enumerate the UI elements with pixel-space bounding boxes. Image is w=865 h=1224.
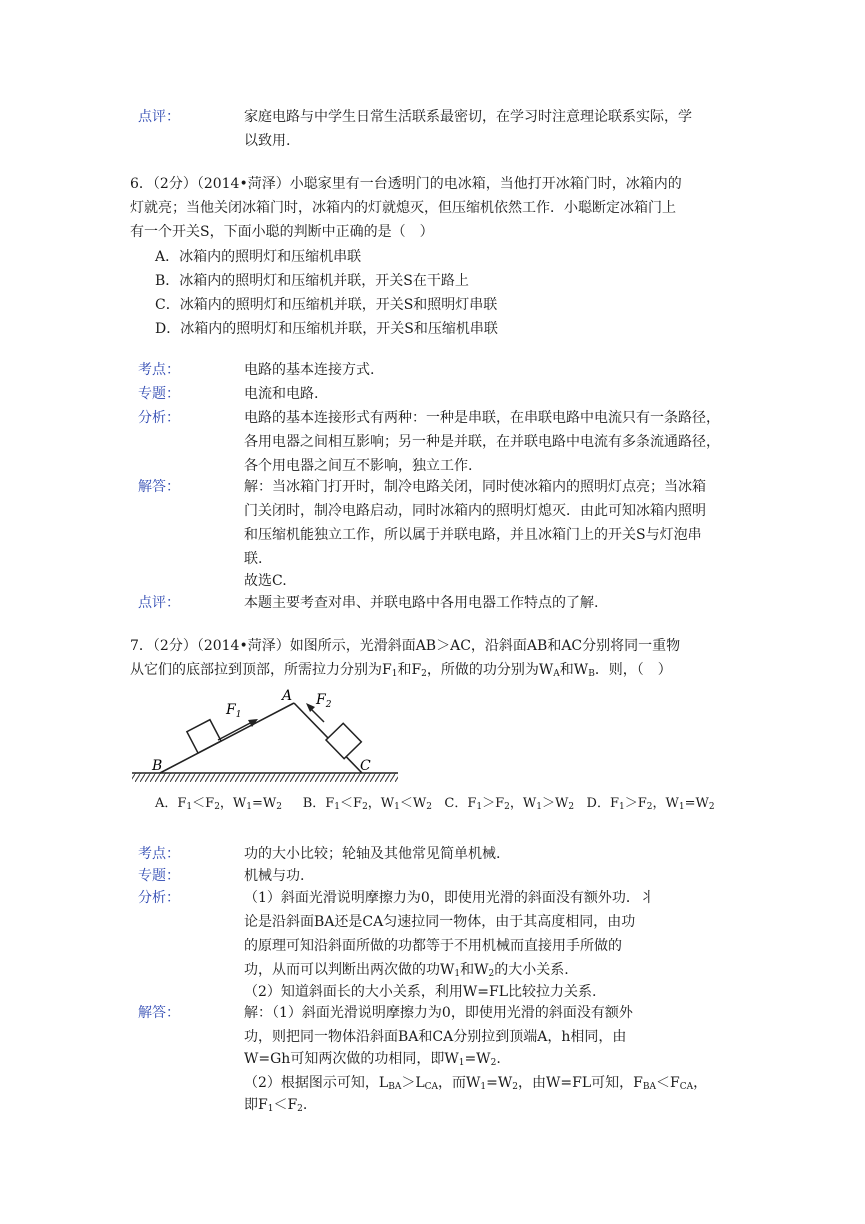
q7-stem-line: 从它们的底部拉到顶部，所需拉力分别为$F_1$和$F_2$，所做的功分别为$W_A$和$W_B$．则，（ ） <box>130 662 672 679</box>
q7-fenxi-line: 功，从而可以判断出两次做的功$W_1$和$W_2$的大小关系. <box>244 962 569 979</box>
q7-jieda-line: 功，则把同一物体沿斜面BA和CA分别拉到顶端A，h相同，由 <box>244 1029 627 1045</box>
q7-kaodian-text: 功的大小比较；轮轴及其他常见简单机械. <box>244 846 501 862</box>
q7-kaodian-label: 考点： <box>138 846 180 862</box>
q6-zhuanti-text: 电流和电路. <box>244 386 319 402</box>
q7-fenxi-line: 的原理可知沿斜面所做的功都等于不用机械而直接用手所做的 <box>244 938 622 954</box>
q6-jieda-line: 联. <box>244 551 263 567</box>
label-c: C <box>360 758 371 774</box>
arrow-f1 <box>218 721 254 740</box>
q6-fenxi-line: 各个用电器之间互不影响，独立工作. <box>244 458 473 474</box>
q6-jieda-line: 门关闭时，制冷电路启动，同时冰箱内的照明灯熄灭．由此可知冰箱内照明 <box>244 503 706 519</box>
q6-fenxi-label: 分析： <box>138 410 180 426</box>
q6-zhuanti-label: 专题： <box>138 386 180 402</box>
q6-fenxi-line: 各用电器之间相互影响；另一种是并联，在并联电路中电流有多条流通路径， <box>244 434 720 450</box>
q7-stem-line: 7．（2分）（2014•菏泽）如图所示，光滑斜面AB＞AC，沿斜面AB和AC分别将同一重物 <box>130 638 681 654</box>
q7-jieda-label: 解答： <box>138 1005 180 1021</box>
q6-option-a: A．冰箱内的照明灯和压缩机串联 <box>155 249 362 265</box>
comment-line: 家庭电路与中学生日常生活联系最密切，在学习时注意理论联系实际，学 <box>244 109 692 125</box>
q7-option-a: A．$F_1<F_2$，$W_1=W_2$ <box>155 796 283 812</box>
q7-fenxi-label: 分析： <box>138 890 180 906</box>
q6-kaodian-label: 考点： <box>138 362 180 378</box>
q7-option-c: C．$F_1>F_2$，$W_1>W_2$ <box>444 796 575 812</box>
ground-hatch <box>132 773 398 782</box>
q7-options <box>155 792 715 816</box>
q7-jieda-line: 即$F_1<F_2$. <box>244 1097 308 1114</box>
block-right <box>326 723 361 758</box>
q6-jieda-label: 解答： <box>138 479 180 495</box>
q6-kaodian-text: 电路的基本连接方式. <box>244 362 375 378</box>
q7-jieda-line: 解：（1）斜面光滑说明摩擦力为0，即使用光滑的斜面没有额外 <box>244 1005 633 1021</box>
label-b: B <box>152 758 163 774</box>
q7-zhuanti-label: 专题： <box>138 868 180 884</box>
q6-option-d: D．冰箱内的照明灯和压缩机并联，开关S和压缩机串联 <box>155 321 498 337</box>
q6-option-c: C．冰箱内的照明灯和压缩机并联，开关S和照明灯串联 <box>155 297 498 313</box>
q7-jieda-line: W=Gh可知两次做的功相同，即$W_1=W_2$. <box>244 1051 501 1068</box>
q6-stem-line: 6．（2分）（2014•菏泽）小聪家里有一台透明门的电冰箱，当他打开冰箱门时，冰箱内的 <box>130 176 682 192</box>
q7-option-b: B．$F_1<F_2$，$W_1<W_2$ <box>302 796 433 812</box>
q7-zhuanti-text: 机械与功. <box>244 868 305 884</box>
q7-fenxi-line: （2）知道斜面长的大小关系，利用W=FL比较拉力关系. <box>244 984 597 1000</box>
q6-dianping-text: 本题主要考查对串、并联电路中各用电器工作特点的了解. <box>244 595 599 611</box>
q7-option-d: D．$F_1>F_2$，$W_1=W_2$ <box>586 796 715 812</box>
label-a: A <box>282 688 293 704</box>
q6-stem-line: 灯就亮；当他关闭冰箱门时，冰箱内的灯就熄灭，但压缩机依然工作．小聪断定冰箱门上 <box>130 200 676 216</box>
q6-jieda-line: 解：当冰箱门打开时，制冷电路关闭，同时使冰箱内的照明灯点亮；当冰箱 <box>244 479 706 495</box>
label-f2: $F_2$ <box>316 692 332 710</box>
q6-fenxi-line: 电路的基本连接形式有两种：一种是串联，在串联电路中电流只有一条路径， <box>244 410 720 426</box>
q7-jieda-line: （2）根据图示可知，$L_{BA}>L_{CA}$，而$W_1=W_2$，由W=FL可知，$F_{BA}<F_{CA}$， <box>244 1075 708 1092</box>
q6-option-b: B．冰箱内的照明灯和压缩机并联，开关S在干路上 <box>155 273 469 289</box>
inclined-plane-figure <box>130 686 402 786</box>
q7-fenxi-line: （1）斜面光滑说明摩擦力为0，即使用光滑的斜面没有额外功．丬 <box>244 890 654 906</box>
label-f1: $F_1$ <box>226 702 242 720</box>
q6-jieda-line: 和压缩机能独立工作，所以属于并联电路，并且冰箱门上的开关S与灯泡串 <box>244 527 702 543</box>
comment-label: 点评： <box>138 109 180 125</box>
block-left <box>187 720 221 753</box>
q6-stem-line: 有一个开关S，下面小聪的判断中正确的是（ ） <box>130 224 434 240</box>
q7-fenxi-line: 论是沿斜面BA还是CA匀速拉同一物体，由于其高度相同，由功 <box>244 914 636 930</box>
q6-dianping-label: 点评： <box>138 595 180 611</box>
q6-jieda-line: 故选C. <box>244 573 287 589</box>
comment-line: 以致用. <box>244 133 291 149</box>
